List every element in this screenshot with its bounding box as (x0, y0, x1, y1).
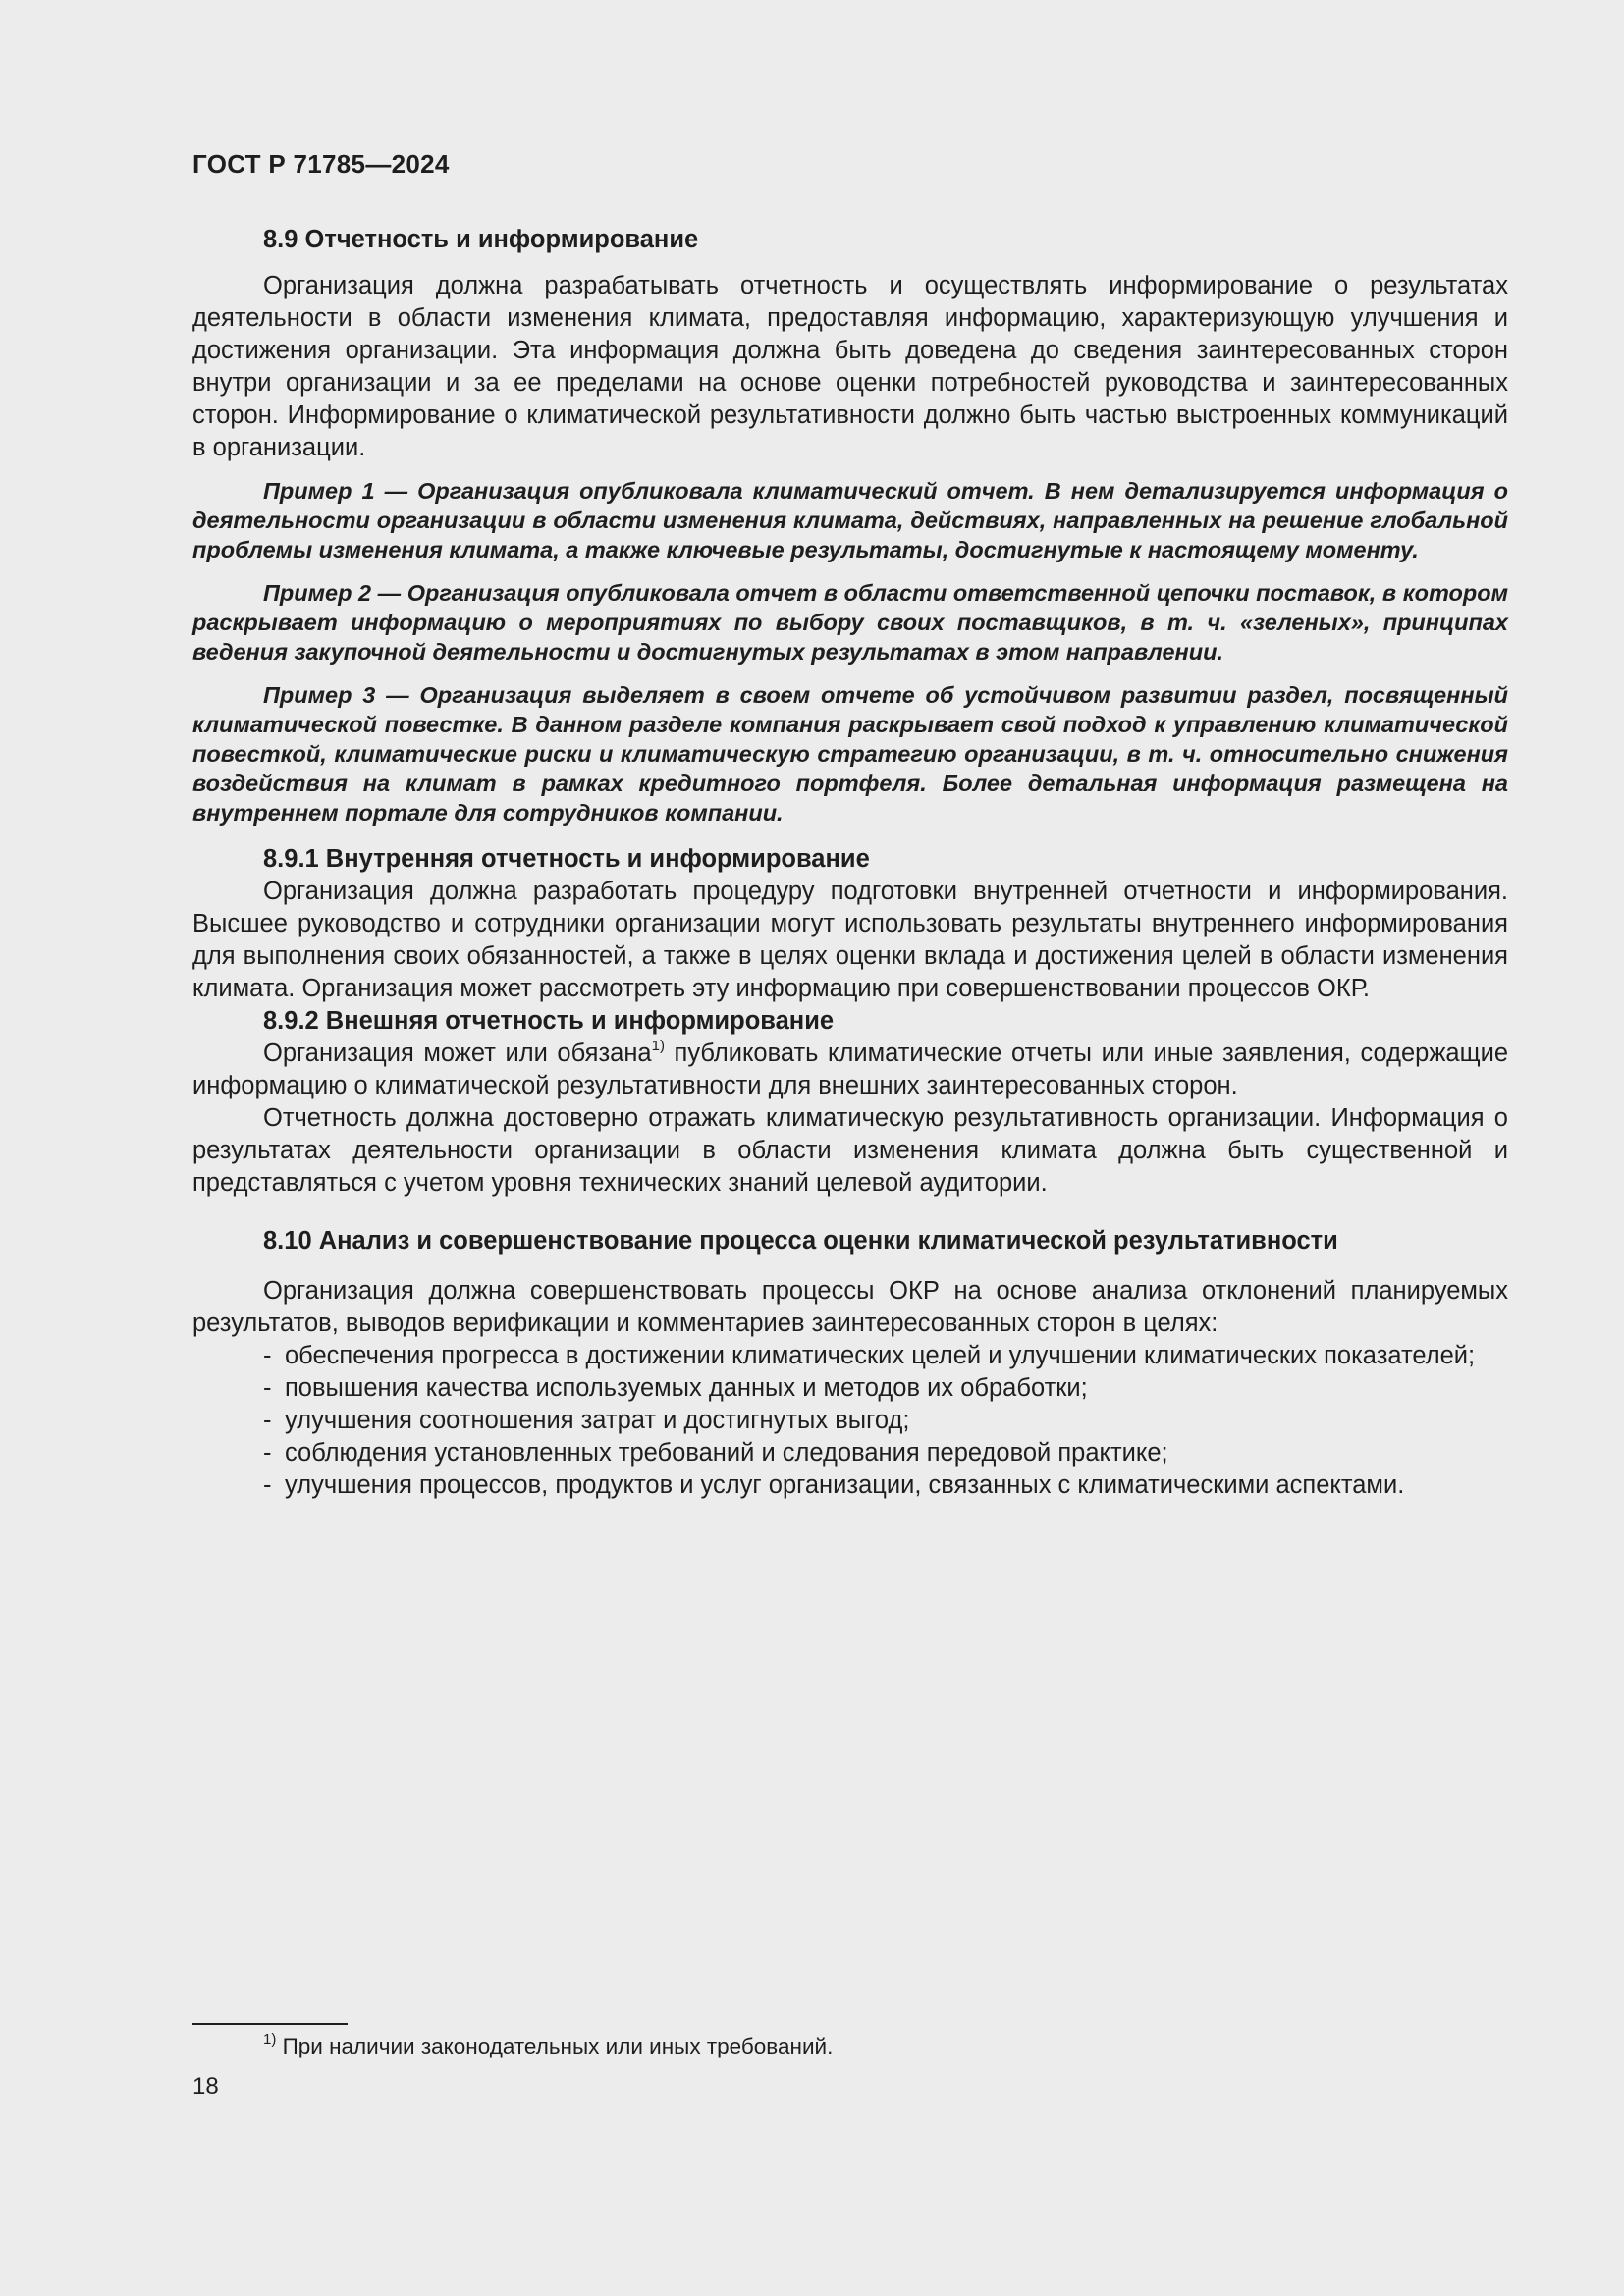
section-8-9-2-body-2: Отчетность должна достоверно отражать климатическую результативность организации. Информация о результатах деятельности организации в области изменения климата должна быть существенной и представляться с учетом уровня технических знаний целевой аудитории. (192, 1104, 1508, 1197)
dash-bullet: - (263, 1342, 272, 1369)
dash-bullet: - (263, 1439, 272, 1467)
document-code: ГОСТ Р 71785—2024 (192, 149, 450, 179)
section-8-10-heading: 8.10 Анализ и совершенствование процесса оценки климатической результативности (263, 1227, 1338, 1255)
example-1: Пример 1 — Организация опубликовала климатический отчет. В нем детализируется информация о деятельности организации в области изменения климата, действиях, направленных на решение глобальной проблемы изменения климата, а также ключевые результаты, достигнутые к настоящему моменту. (192, 478, 1508, 562)
example-3: Пример 3 — Организация выделяет в своем отчете об устойчивом развитии раздел, посвященный климатической повестке. В данном разделе компания раскрывает свой подход к управлению климатической повесткой, климатические риски и климатическую стратегию организации, в т. ч. относительно снижения воздействия на климат в рамках кредитного портфеля. Более детальная информация размещена на внутреннем портале для сотрудников компании. (192, 682, 1508, 826)
section-8-9-1-heading: 8.9.1 Внутренняя отчетность и информирование (263, 845, 870, 873)
footnote (263, 2032, 833, 2061)
list-item-text: повышения качества используемых данных и методов их обработки; (285, 1374, 1088, 1402)
footnote-reference: 1) (651, 1037, 665, 1054)
dash-bullet: - (263, 1407, 272, 1434)
page-content (192, 224, 1508, 1502)
list-item-text: улучшения процессов, продуктов и услуг организации, связанных с климатическими аспектами. (285, 1471, 1405, 1499)
dash-bullet: - (263, 1471, 272, 1499)
footnote-mark: 1) (263, 2030, 277, 2048)
section-8-9-body: Организация должна разрабатывать отчетность и осуществлять информирование о результатах деятельности в области изменения климата, предоставляя информацию, характеризующую улучшения и достижения организации. Эта информация должна быть доведена до сведения заинтересованных сторон внутри организации и за ее пределами на основе оценки потребностей руководства и заинтересованных сторон. Информирование о климатической результативности должно быть частью выстроенных коммуникаций в организации. (192, 272, 1508, 461)
list-item-text: улучшения соотношения затрат и достигнутых выгод; (285, 1407, 910, 1434)
list-item (192, 1340, 1508, 1372)
body-text: публиковать климатические отчеты или иные заявления, содержащие информацию о климатической результативности для внешних заинтересованных сторон. (192, 1040, 1509, 1099)
example-2: Пример 2 — Организация опубликовала отчет в области ответственной цепочки поставок, в котором раскрывает информацию о мероприятиях по выбору своих поставщиков, в т. ч. «зеленых», принципах ведения закупочной деятельности и достигнутых результатах в этом направлении. (192, 580, 1508, 665)
section-8-9-2-heading: 8.9.2 Внешняя отчетность и информирование (263, 1007, 835, 1035)
section-8-10-body: Организация должна совершенствовать процессы ОКР на основе анализа отклонений планируемых результатов, выводов верификации и комментариев заинтересованных сторон в целях: (192, 1277, 1508, 1337)
body-text: Организация может или обязана (263, 1040, 652, 1067)
list-item (192, 1437, 1508, 1469)
list-item (192, 1405, 1508, 1437)
section-8-9-1-body: Организация должна разработать процедуру подготовки внутренней отчетности и информирования. Высшее руководство и сотрудники организации могут использовать результаты внутреннего информирования для выполнения своих обязанностей, а также в целях оценки вклада и достижения целей в области изменения климата. Организация может рассмотреть эту информацию при совершенствовании процессов ОКР. (192, 878, 1508, 1002)
list-item (192, 1469, 1508, 1502)
page-number: 18 (192, 2073, 219, 2100)
footnote-divider (192, 2023, 348, 2025)
list-item-text: соблюдения установленных требований и следования передовой практике; (285, 1439, 1168, 1467)
dash-bullet: - (263, 1374, 272, 1402)
section-8-9-heading: 8.9 Отчетность и информирование (263, 226, 699, 253)
list-item (192, 1372, 1508, 1405)
goals-list (192, 1340, 1508, 1502)
section-8-9-2-body-1 (192, 1038, 1508, 1102)
list-item-text: обеспечения прогресса в достижении климатических целей и улучшении климатических показателей; (285, 1342, 1476, 1369)
footnote-text: При наличии законодательных или иных требований. (276, 2034, 834, 2058)
